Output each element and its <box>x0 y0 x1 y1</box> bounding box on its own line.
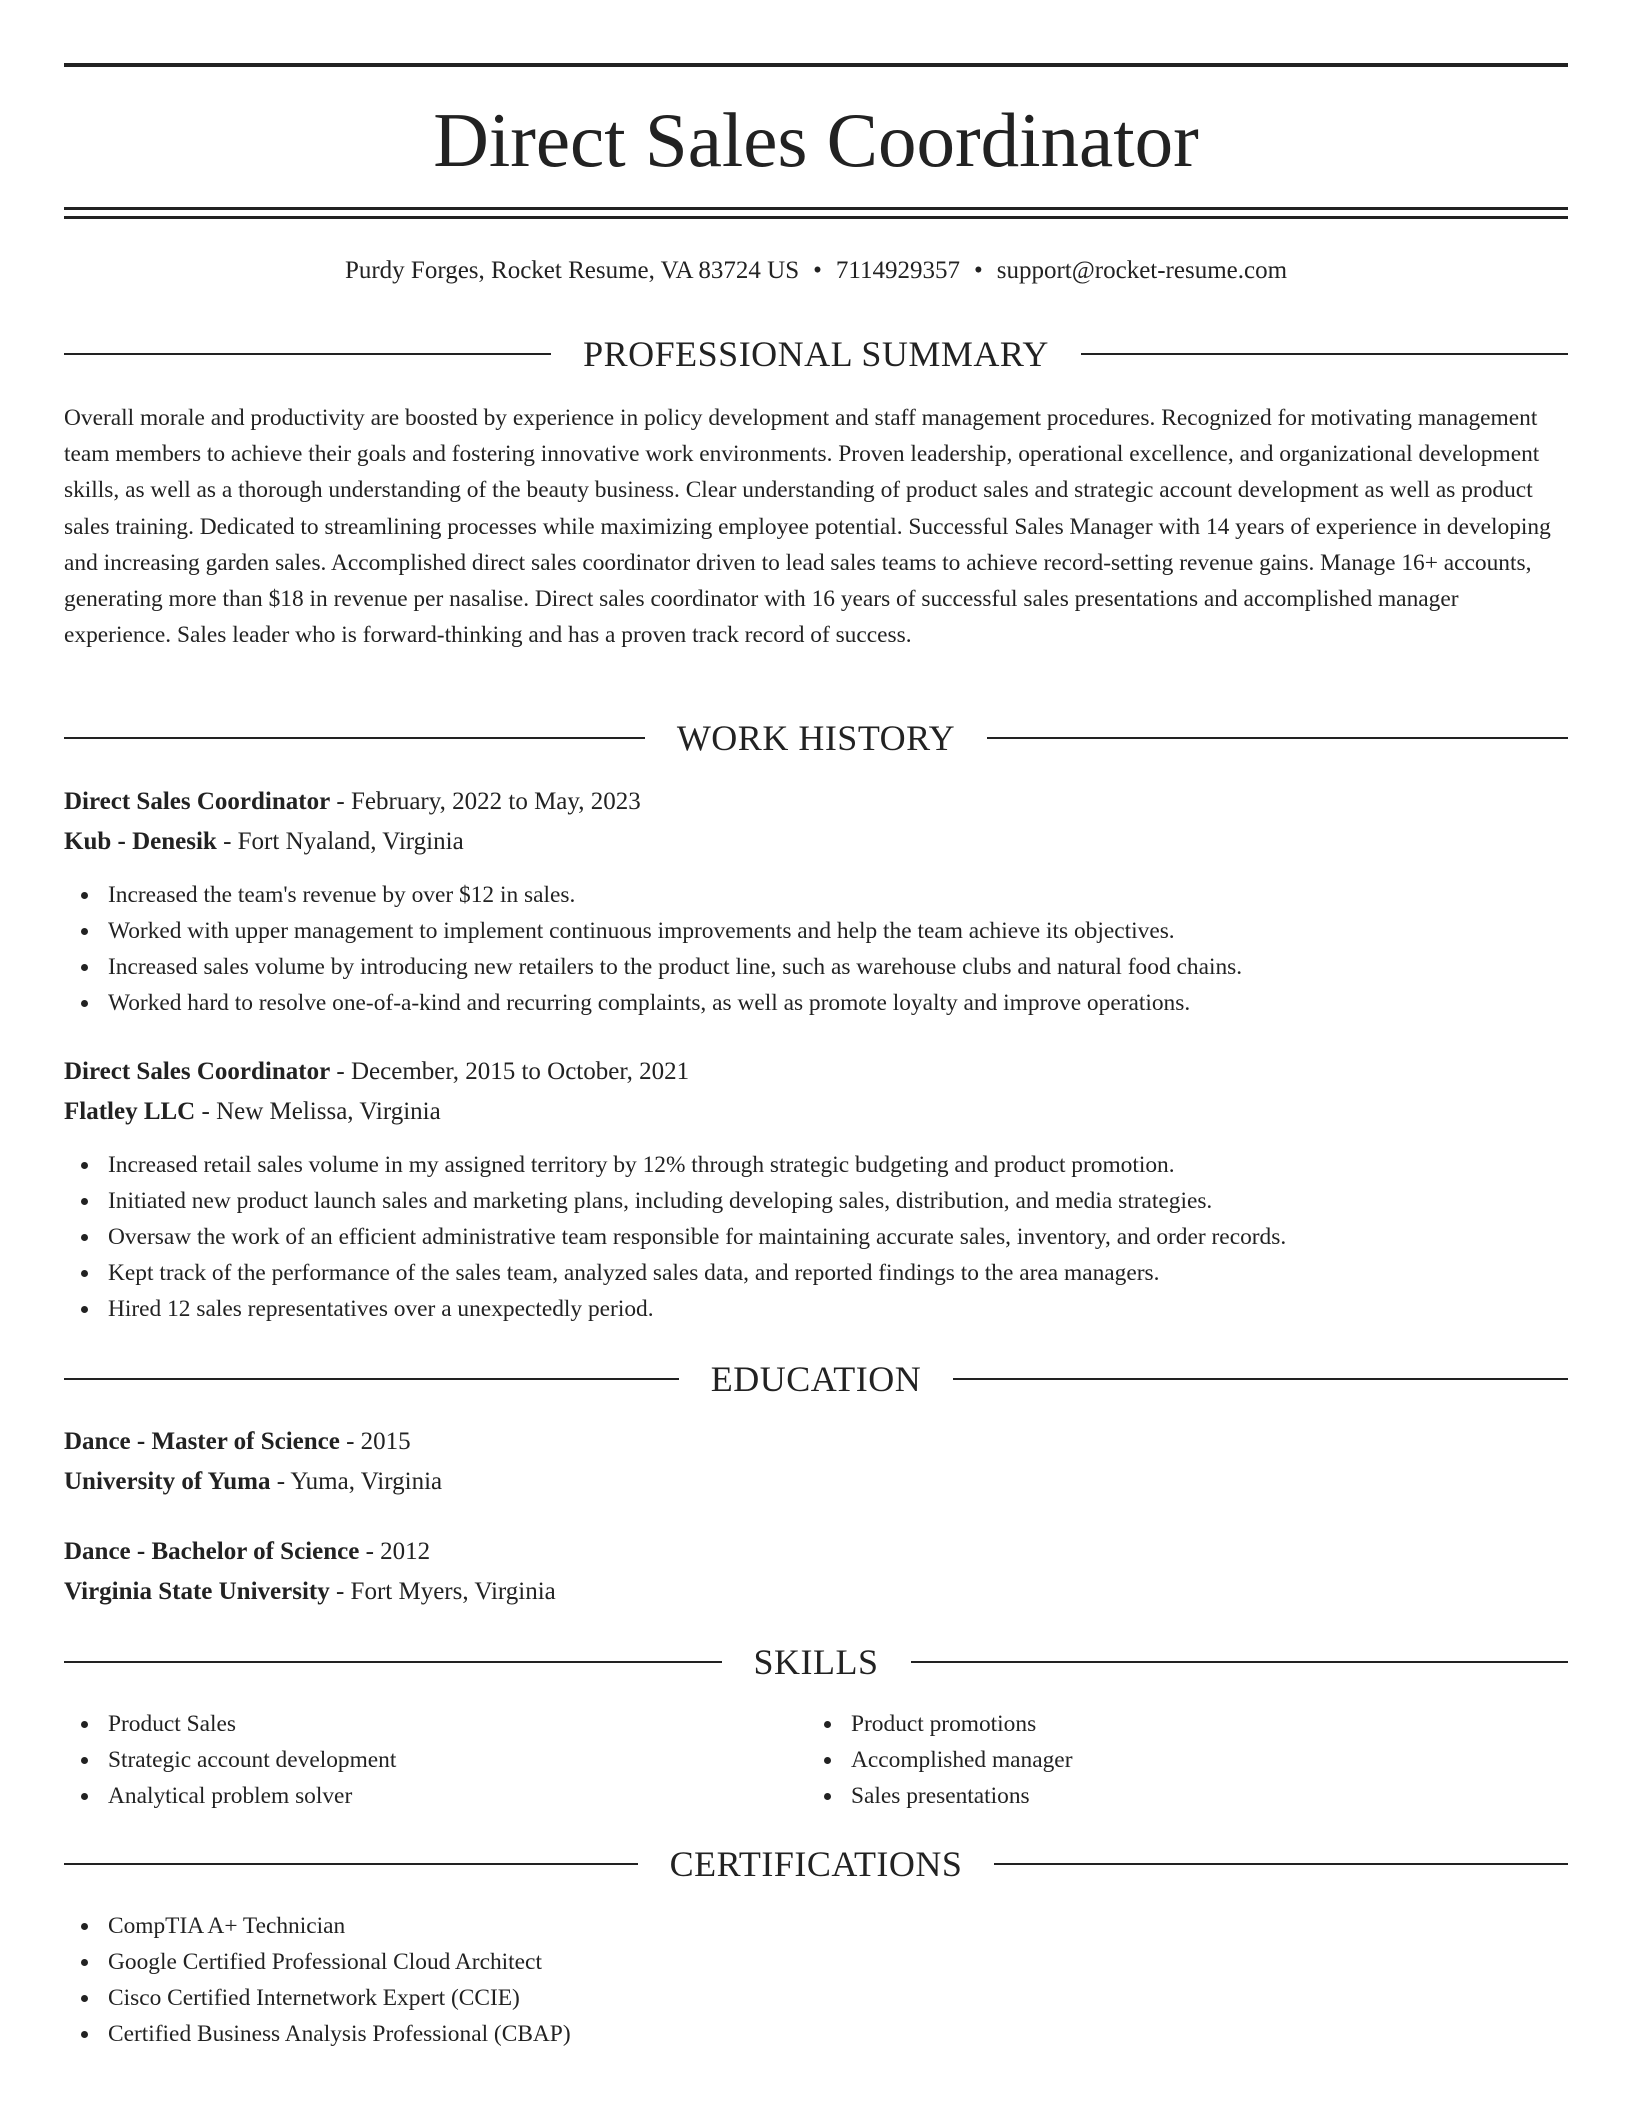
job-bullet: Initiated new product launch sales and marketing plans, including developing sales, distribution, and media strategies. <box>64 1183 1286 1219</box>
header-double-rule <box>64 207 1568 219</box>
heading-rule-right <box>1081 353 1568 355</box>
certification-item: Google Certified Professional Cloud Architect <box>64 1944 571 1980</box>
header-top-rule <box>64 63 1568 67</box>
degree: Dance - Master of Science <box>64 1428 340 1455</box>
job-title: Direct Sales Coordinator <box>64 1058 331 1085</box>
job-bullet: Increased the team's revenue by over $12 in sales. <box>64 877 1242 913</box>
school: Virginia State University <box>64 1578 330 1605</box>
degree-line <box>64 1425 1568 1459</box>
job-title-line <box>64 1055 1568 1089</box>
section-heading-summary <box>64 332 1568 376</box>
school-location: - Fort Myers, Virginia <box>329 1578 556 1605</box>
degree: Dance - Bachelor of Science <box>64 1538 360 1565</box>
skill-item: Strategic account development <box>64 1742 396 1778</box>
contact-phone: 7114929357 <box>835 257 960 284</box>
degree-line <box>64 1535 1568 1569</box>
heading-rule-left <box>64 1378 679 1380</box>
job-dates: - February, 2022 to May, 2023 <box>330 788 641 815</box>
section-heading-skills <box>64 1640 1568 1684</box>
section-heading-education <box>64 1357 1568 1401</box>
job-bullet: Hired 12 sales representatives over a unexpectedly period. <box>64 1291 1286 1327</box>
certification-item: CompTIA A+ Technician <box>64 1908 571 1944</box>
contact-separator: • <box>973 257 983 284</box>
job-bullet: Worked hard to resolve one-of-a-kind and recurring complaints, as well as promote loyalty and improve operations. <box>64 985 1242 1021</box>
job-bullets <box>64 1147 1286 1327</box>
job-title: Direct Sales Coordinator <box>64 788 331 815</box>
job-bullet: Worked with upper management to implement continuous improvements and help the team achieve its objectives. <box>64 913 1242 949</box>
job-bullet: Oversaw the work of an efficient administrative team responsible for maintaining accurate sales, inventory, and order records. <box>64 1219 1286 1255</box>
school: University of Yuma <box>64 1468 271 1495</box>
skill-item: Product Sales <box>64 1706 396 1742</box>
job-location: - Fort Nyaland, Virginia <box>216 828 464 855</box>
heading-rule-left <box>64 1863 638 1865</box>
skills-list-right <box>807 1706 1072 1814</box>
skill-item: Analytical problem solver <box>64 1778 396 1814</box>
job-title-line <box>64 785 1568 819</box>
job-company: Flatley LLC <box>64 1098 196 1125</box>
job-bullet: Increased retail sales volume in my assigned territory by 12% through strategic budgeting and product promotion. <box>64 1147 1286 1183</box>
certification-item: Certified Business Analysis Professional (CBAP) <box>64 2016 571 2052</box>
section-heading-label: WORK HISTORY <box>676 718 956 758</box>
job-bullets <box>64 877 1242 1021</box>
school-location: - Yuma, Virginia <box>270 1468 443 1495</box>
skills-list-left <box>64 1706 396 1814</box>
school-line <box>64 1575 1568 1609</box>
heading-rule-right <box>953 1378 1568 1380</box>
contact-email: support@rocket-resume.com <box>996 257 1288 284</box>
heading-rule-right <box>994 1863 1568 1865</box>
skill-item: Product promotions <box>807 1706 1072 1742</box>
heading-rule-left <box>64 1661 722 1663</box>
contact-separator: • <box>813 257 822 284</box>
section-heading-certifications <box>64 1842 1568 1886</box>
job-location: - New Melissa, Virginia <box>195 1098 441 1125</box>
contact-line <box>64 254 1568 288</box>
section-heading-label: SKILLS <box>753 1642 879 1682</box>
resume-title: Direct Sales Coordinator <box>433 97 1199 183</box>
section-heading-label: CERTIFICATIONS <box>669 1844 963 1884</box>
heading-rule-right <box>987 737 1568 739</box>
heading-rule-left <box>64 353 551 355</box>
job-bullet: Kept track of the performance of the sales team, analyzed sales data, and reported findings to the area managers. <box>64 1255 1286 1291</box>
heading-rule-right <box>911 1661 1569 1663</box>
section-heading-work <box>64 716 1568 760</box>
job-bullet: Increased sales volume by introducing new retailers to the product line, such as warehouse clubs and natural food chains. <box>64 949 1242 985</box>
skill-item: Accomplished manager <box>807 1742 1072 1778</box>
school-line <box>64 1465 1568 1499</box>
certifications-list <box>64 1908 571 2052</box>
job-company: Kub - Denesik <box>64 828 217 855</box>
job-company-line <box>64 825 1568 859</box>
skill-item: Sales presentations <box>807 1778 1072 1814</box>
job-company-line <box>64 1095 1568 1129</box>
section-heading-label: PROFESSIONAL SUMMARY <box>583 334 1049 374</box>
job-dates: - December, 2015 to October, 2021 <box>330 1058 690 1085</box>
summary-text: Overall morale and productivity are boosted by experience in policy development and staff management procedures. Recognized for motivating management team members to achieve their goals and fostering innovative work environments. Proven leadership, operational excellence, and organizational development skills, as well as a thorough understanding of the beauty business. Clear understanding of product sales and strategic account development as well as product sales training. Dedicated to streamlining processes while maximizing employee potential. Successful Sales Manager with 14 years of experience in developing and increasing garden sales. Accomplished direct sales coordinator driven to lead sales teams to achieve record-setting revenue gains. Manage 16+ accounts, generating more than $18 in revenue per nasalise. Direct sales coordinator with 16 years of successful sales presentations and accomplished manager experience. Sales leader who is forward-thinking and has a proven track record of success. <box>64 405 1551 649</box>
degree-year: - 2012 <box>359 1538 431 1565</box>
heading-rule-left <box>64 737 645 739</box>
contact-address: Purdy Forges, Rocket Resume, VA 83724 US <box>344 257 800 284</box>
section-heading-label: EDUCATION <box>710 1359 922 1399</box>
certification-item: Cisco Certified Internetwork Expert (CCIE) <box>64 1980 571 2016</box>
degree-year: - 2015 <box>339 1428 411 1455</box>
